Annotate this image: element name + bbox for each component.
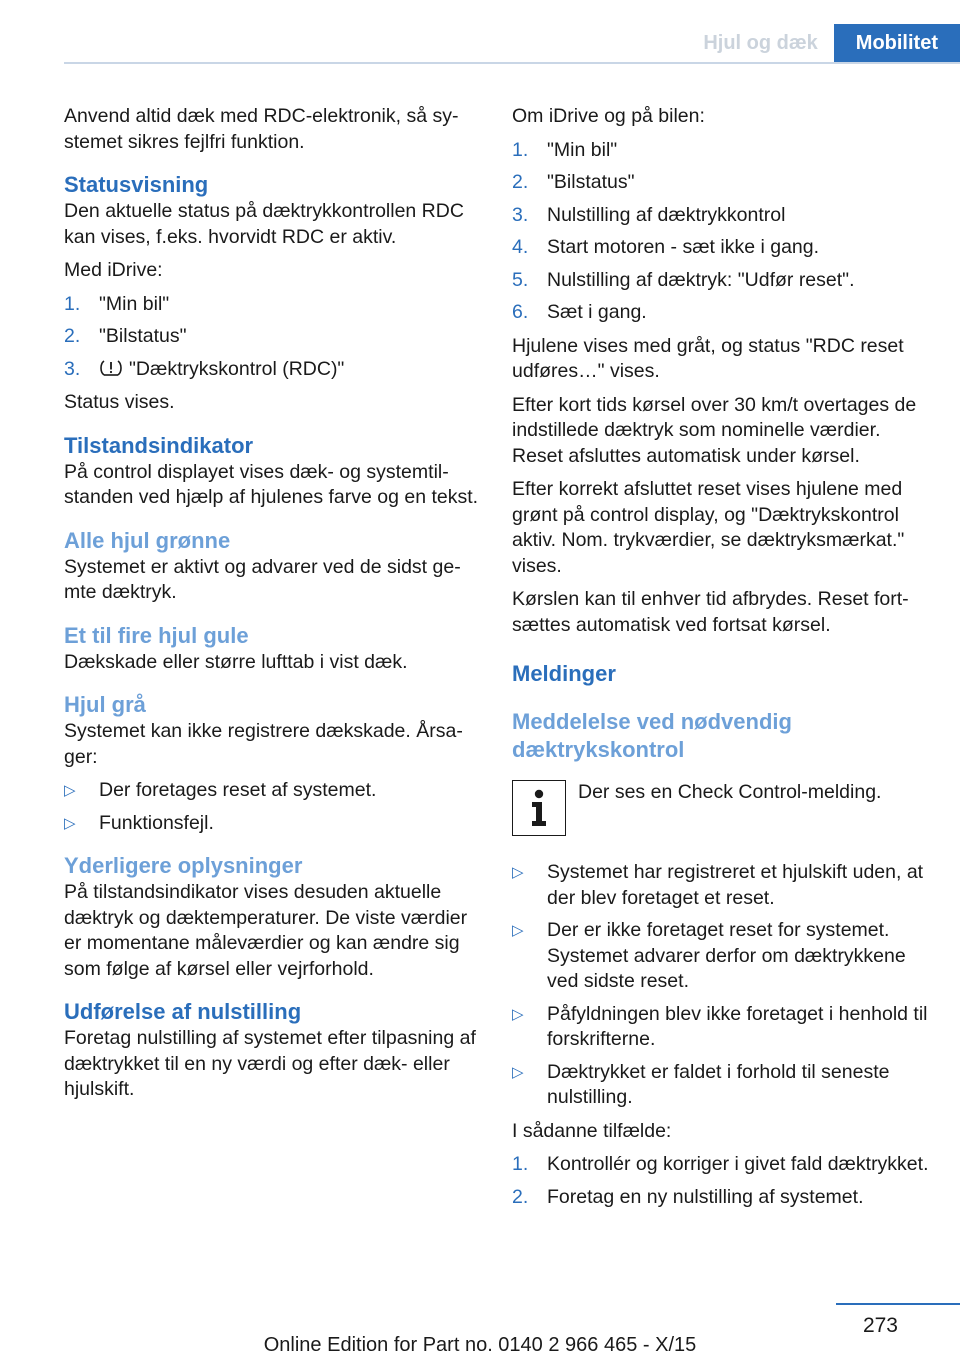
step-text: Nulstilling af dæktryk: "Udfør reset". bbox=[547, 268, 855, 291]
step-number: 3. bbox=[64, 357, 81, 380]
page-number: 273 bbox=[862, 1314, 898, 1337]
reason-text: Påfyldningen blev ikke foretaget i henhold til forskrifterne. bbox=[547, 1002, 928, 1050]
list-item bbox=[512, 1002, 930, 1053]
status-text: Den aktuelle status på dæktrykkontrollen RDC kan vises, f.eks. hvorvidt RDC er aktiv. bbox=[64, 200, 464, 248]
list-item bbox=[512, 235, 930, 261]
cause-text: Funktionsfejl. bbox=[99, 811, 214, 834]
list-item bbox=[64, 357, 482, 383]
triangle-right-icon: ▷ bbox=[512, 864, 524, 881]
triangle-right-icon: ▷ bbox=[512, 922, 524, 939]
step-text: "Bilstatus" bbox=[547, 171, 635, 193]
grey-heading: Hjul grå bbox=[64, 692, 146, 717]
step-number: 2. bbox=[512, 171, 529, 193]
step-number: 2. bbox=[512, 1185, 529, 1208]
triangle-right-icon: ▷ bbox=[64, 782, 76, 799]
list-item bbox=[512, 860, 930, 911]
list-item bbox=[64, 778, 482, 804]
edition-footer: Online Edition for Part no. 0140 2 966 465 - X/15 bbox=[263, 1334, 697, 1356]
reset-steps-list bbox=[512, 138, 930, 326]
green-text: Systemet er aktivt og advarer ved de sidst gemte dæktryk. bbox=[64, 555, 461, 603]
tire-pressure-warning-icon bbox=[99, 358, 123, 378]
indicator-text: På control displayet vises dæk- og systemtilstanden ved hjælp af hjulenes farve og en tekst. bbox=[64, 460, 479, 508]
step-text: Start motoren - sæt ikke i gang. bbox=[547, 236, 820, 258]
triangle-right-icon: ▷ bbox=[512, 1005, 524, 1023]
idrive-car-label: Om iDrive og på bilen: bbox=[512, 105, 705, 127]
step-number: 1. bbox=[512, 1153, 529, 1175]
intro-paragraph: Anvend altid dæk med RDC-elektronik, så systemet sikres fejlfri funktion. bbox=[64, 105, 459, 153]
header-rule bbox=[64, 62, 960, 64]
grey-causes-list bbox=[64, 778, 482, 836]
list-item bbox=[512, 268, 930, 294]
info-icon bbox=[512, 780, 566, 836]
list-item bbox=[512, 203, 930, 229]
left-column bbox=[64, 104, 482, 1111]
list-item bbox=[512, 1185, 930, 1211]
yellow-text: Dækskade eller større lufttab i vist dæk. bbox=[64, 650, 408, 673]
step-number: 1. bbox=[512, 138, 529, 161]
step-text: Sæt i gang. bbox=[547, 301, 647, 323]
reset-speed-text: Efter kort tids kørsel over 30 km/t overtages de indstillede dæktryk som nominelle værdier. Reset afsluttes automatisk under kørsel. bbox=[512, 393, 917, 467]
reset-heading: Udførelse af nulstilling bbox=[64, 999, 302, 1024]
in-such-cases-text: I sådanne tilfælde: bbox=[512, 1119, 672, 1142]
step-number: 3. bbox=[512, 203, 529, 226]
check-control-note bbox=[512, 780, 930, 836]
list-item bbox=[512, 1060, 930, 1111]
reason-text: Dæktrykket er faldet i forhold til seneste nulstilling. bbox=[547, 1060, 890, 1108]
idrive-label: Med iDrive: bbox=[64, 259, 163, 281]
more-info-heading: Yderligere oplysninger bbox=[64, 853, 303, 878]
step-text: "Min bil" bbox=[547, 138, 618, 161]
action-text: Foretag en ny nulstilling af systemet. bbox=[547, 1185, 864, 1208]
reset-text: Foretag nulstilling af systemet efter tilpasning af dæktrykket til en ny værdi og efter dæk- eller hjulskift. bbox=[64, 1027, 476, 1100]
list-item bbox=[512, 170, 930, 196]
step-number: 1. bbox=[64, 292, 81, 315]
check-control-text: Der ses en Check Control-melding. bbox=[578, 781, 882, 803]
footer-rule bbox=[836, 1303, 960, 1305]
step-text: Nulstilling af dæktrykkontrol bbox=[547, 203, 786, 226]
actions-list bbox=[512, 1152, 930, 1210]
notice-heading: Meddelelse ved nødvendig dæktrykskontrol bbox=[512, 709, 792, 762]
step-number: 4. bbox=[512, 236, 529, 258]
list-item bbox=[512, 918, 930, 995]
cause-text: Der foretages reset af systemet. bbox=[99, 779, 377, 801]
right-column bbox=[512, 104, 930, 1218]
grey-text: Systemet kan ikke registrere dækskade. Årsager: bbox=[64, 720, 463, 768]
reset-complete-text: Efter korrekt afsluttet reset vises hjulene med grønt på control display, og "Dæktrykskontrol aktiv. Nom. trykværdier, se dæktryksmærkat." vises. bbox=[512, 478, 905, 577]
messages-heading: Meldinger bbox=[512, 661, 616, 686]
list-item bbox=[512, 1152, 930, 1178]
step-number: 5. bbox=[512, 268, 529, 291]
status-heading: Statusvisning bbox=[64, 172, 209, 197]
list-item bbox=[512, 300, 930, 326]
reason-text: Systemet har registreret et hjulskift uden, at der blev foretaget et reset. bbox=[547, 861, 924, 909]
step-number: 6. bbox=[512, 301, 529, 323]
section-tab[interactable]: Hjul og dæk bbox=[703, 32, 818, 54]
step-text: "Bilstatus" bbox=[99, 325, 187, 347]
chapter-tab[interactable]: Mobilitet bbox=[834, 24, 960, 62]
list-item bbox=[64, 324, 482, 350]
header-tabs bbox=[687, 24, 960, 62]
step-text: "Min bil" bbox=[99, 292, 170, 315]
more-info-text: På tilstandsindikator vises desuden aktuelle dæktryk og dæktemperaturer. De viste værdier er momentane måleværdier og kan ændre sig som følge af kørsel eller vejrforhold. bbox=[64, 881, 468, 980]
reasons-list bbox=[512, 860, 930, 1111]
list-item bbox=[64, 811, 482, 837]
step-number: 2. bbox=[64, 325, 81, 347]
status-shown-text: Status vises. bbox=[64, 391, 175, 413]
status-steps-list bbox=[64, 292, 482, 383]
action-text: Kontrollér og korriger i givet fald dæktrykket. bbox=[547, 1153, 929, 1175]
reset-progress-text: Hjulene vises med gråt, og status "RDC reset udføres…" vises. bbox=[512, 334, 904, 382]
reset-interrupt-text: Kørslen kan til enhver tid afbrydes. Reset fortsættes automatisk ved fortsat kørsel. bbox=[512, 588, 909, 636]
green-heading: Alle hjul grønne bbox=[64, 527, 231, 553]
yellow-heading: Et til fire hjul gule bbox=[64, 622, 249, 648]
reason-text: Der er ikke foretaget reset for systemet. Systemet advarer derfor om dæktrykkene ved sidste reset. bbox=[547, 919, 906, 992]
triangle-right-icon: ▷ bbox=[512, 1063, 524, 1081]
list-item bbox=[512, 138, 930, 164]
triangle-right-icon: ▷ bbox=[64, 814, 76, 832]
list-item bbox=[64, 292, 482, 318]
step-text: "Dæktrykskontrol (RDC)" bbox=[129, 357, 345, 380]
indicator-heading: Tilstandsindikator bbox=[64, 432, 254, 458]
